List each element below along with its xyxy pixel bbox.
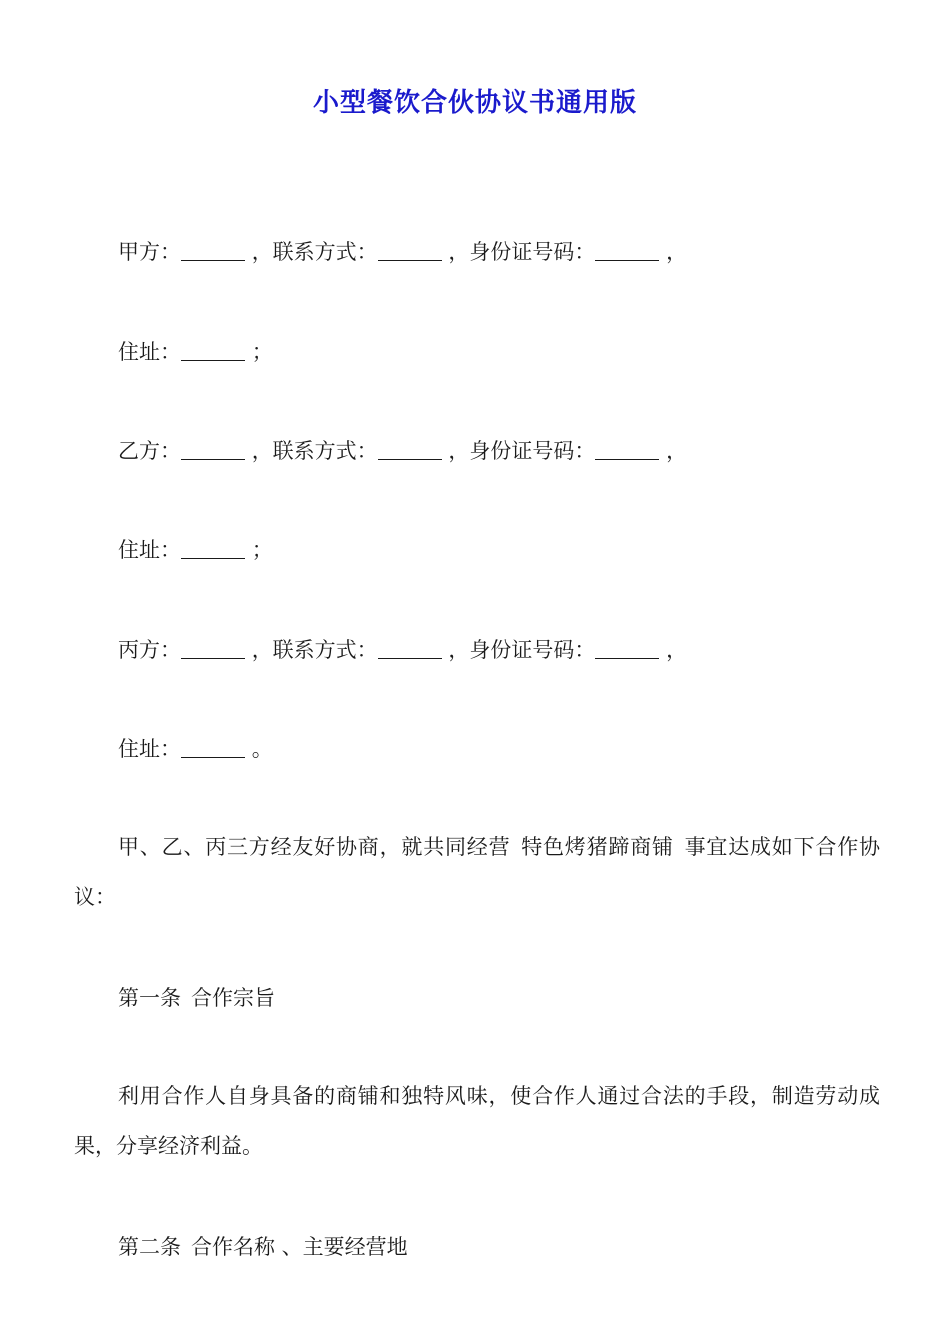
party-c-contact-label: ，联系方式： [251,638,378,662]
party-c-contact-blank [378,638,442,659]
article-1-number: 第一条 [118,986,181,1010]
party-b-end: ， [666,439,688,463]
party-b-id-label: ，身份证号码： [448,439,596,463]
party-b-name-blank [181,439,245,460]
party-b-contact-blank [378,439,442,460]
party-c-address-label: 住址： [118,737,181,761]
party-b-contact-label: ，联系方式： [251,439,378,463]
party-b-line [118,437,687,465]
party-b-label: 乙方： [118,439,181,463]
party-c-name-blank [181,638,245,659]
intro-business-name: 特色烤猪蹄商铺 [520,835,674,859]
party-b-address-blank [181,538,245,559]
intro-paragraph [74,822,880,922]
party-c-id-label: ，身份证号码： [448,638,596,662]
article-1-heading [118,984,275,1012]
party-a-line [118,238,687,266]
party-a-name-blank [181,240,245,261]
article-2-number: 第二条 [118,1235,181,1259]
party-a-end: ， [666,240,688,264]
article-1-body: 利用合作人自身具备的商铺和独特风味，使合作人通过合法的手段，制造劳动成果，分享经济利益。 [74,1084,880,1158]
party-c-line [118,636,687,664]
party-b-id-blank [595,439,659,460]
party-a-label: 甲方： [118,240,181,264]
intro-part1: 甲、乙、丙三方经友好协商，就共同经营 [118,835,511,859]
document-title: 小型餐饮合伙协议书通用版 [312,88,637,118]
party-c-id-blank [595,638,659,659]
party-b-address-label: 住址： [118,538,181,562]
party-c-address-end: 。 [251,737,273,761]
party-a-address-label: 住址： [118,340,181,364]
party-c-end: ， [666,638,688,662]
party-a-contact-blank [378,240,442,261]
intro-part2: 事宜达成如下合作协议： [74,835,881,909]
party-a-id-blank [595,240,659,261]
article-2-heading [118,1233,408,1261]
party-c-label: 丙方： [118,638,181,662]
article-1-title: 合作宗旨 [191,986,275,1010]
article-2-title: 合作名称 、主要经营地 [191,1235,408,1259]
party-b-address-line [118,536,273,564]
party-c-address-blank [181,737,245,758]
party-a-address-blank [181,340,245,361]
party-c-address-line [118,735,273,763]
party-a-address-line [118,338,273,366]
party-a-contact-label: ，联系方式： [251,240,378,264]
party-a-address-end: ； [251,340,273,364]
party-b-address-end: ； [251,538,273,562]
party-a-id-label: ，身份证号码： [448,240,596,264]
